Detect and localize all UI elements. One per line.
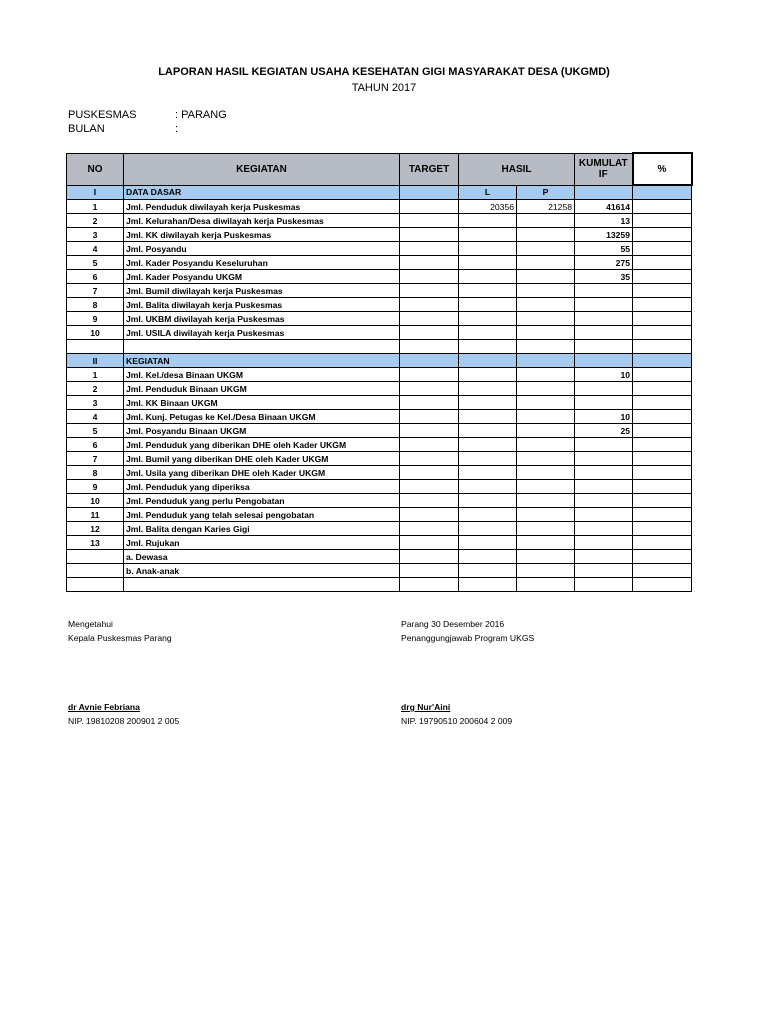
- row-kegiatan: Jml. Posyandu: [124, 242, 400, 256]
- row-hasil-p: [517, 396, 575, 410]
- row-hasil-p: [517, 494, 575, 508]
- row-percent: [633, 410, 692, 424]
- row-percent: [633, 508, 692, 522]
- row-hasil-p: [517, 410, 575, 424]
- row-percent: [633, 214, 692, 228]
- row-kegiatan: Jml. Usila yang diberikan DHE oleh Kader UKGM: [124, 466, 400, 480]
- row-target: [400, 494, 459, 508]
- col-hasil-header: HASIL: [459, 153, 575, 185]
- table-row: [67, 438, 692, 452]
- row-hasil-l: [459, 256, 517, 270]
- row-kegiatan: Jml. Penduduk yang diberikan DHE oleh Kader UKGM: [124, 438, 400, 452]
- row-no: 2: [67, 382, 124, 396]
- row-no: 10: [67, 494, 124, 508]
- section-blank-cell: [517, 354, 575, 368]
- row-hasil-p: [517, 480, 575, 494]
- row-kegiatan: Jml. Balita dengan Karies Gigi: [124, 522, 400, 536]
- row-hasil-l: [459, 284, 517, 298]
- row-target: [400, 438, 459, 452]
- row-hasil-l: 20356: [459, 200, 517, 214]
- row-hasil-l: [459, 494, 517, 508]
- row-kumulatif: 10: [575, 410, 633, 424]
- row-target: [400, 466, 459, 480]
- table-row: [67, 228, 692, 242]
- row-hasil-l: [459, 508, 517, 522]
- row-no: 6: [67, 270, 124, 284]
- row-target: [400, 312, 459, 326]
- row-hasil-p: 21258: [517, 200, 575, 214]
- row-kegiatan: Jml. Posyandu Binaan UKGM: [124, 424, 400, 438]
- sig-right-nip: NIP. 19790510 200604 2 009: [401, 716, 513, 726]
- row-kumulatif: [575, 494, 633, 508]
- section-no: II: [67, 354, 124, 368]
- row-no: 4: [67, 242, 124, 256]
- sig-right-name: drg Nur'Aini: [401, 702, 451, 712]
- puskesmas-label: PUSKESMAS: [68, 109, 137, 121]
- row-hasil-l: [459, 522, 517, 536]
- row-no: 11: [67, 508, 124, 522]
- row-no: 6: [67, 438, 124, 452]
- bulan-label: BULAN: [68, 123, 105, 135]
- sig-right-line1: Parang 30 Desember 2016: [401, 619, 505, 629]
- row-kumulatif: [575, 564, 633, 578]
- row-target: [400, 298, 459, 312]
- row-kumulatif: [575, 508, 633, 522]
- row-no: 3: [67, 396, 124, 410]
- row-kumulatif: [575, 326, 633, 340]
- row-no: 9: [67, 312, 124, 326]
- row-kumulatif: [575, 298, 633, 312]
- table-row: [67, 396, 692, 410]
- section-row-data-dasar: [67, 185, 692, 200]
- row-kumulatif: 55: [575, 242, 633, 256]
- row-target: [400, 410, 459, 424]
- row-percent: [633, 200, 692, 214]
- row-target: [400, 214, 459, 228]
- blank-cell: [124, 340, 400, 354]
- table-row: [67, 466, 692, 480]
- row-target: [400, 550, 459, 564]
- puskesmas-value: : PARANG: [175, 109, 227, 121]
- table-row: [67, 200, 692, 214]
- row-hasil-p: [517, 382, 575, 396]
- row-kumulatif: [575, 550, 633, 564]
- row-hasil-p: [517, 214, 575, 228]
- section-blank-cell: [633, 354, 692, 368]
- row-kumulatif: 275: [575, 256, 633, 270]
- row-kumulatif: 25: [575, 424, 633, 438]
- table-row: [67, 214, 692, 228]
- row-kegiatan: Jml. Penduduk yang telah selesai pengobatan: [124, 508, 400, 522]
- section-blank-cell: [459, 354, 517, 368]
- report-year: TAHUN 2017: [351, 82, 417, 94]
- row-hasil-p: [517, 564, 575, 578]
- sig-left-line1: Mengetahui: [68, 619, 113, 629]
- row-kumulatif: [575, 536, 633, 550]
- section-no: I: [67, 185, 124, 200]
- table-row: [67, 312, 692, 326]
- blank-cell: [124, 578, 400, 592]
- row-percent: [633, 312, 692, 326]
- row-kegiatan: b. Anak-anak: [124, 564, 400, 578]
- row-kegiatan: Jml. Bumil yang diberikan DHE oleh Kader UKGM: [124, 452, 400, 466]
- row-percent: [633, 382, 692, 396]
- row-kegiatan: a. Dewasa: [124, 550, 400, 564]
- table-row: [67, 242, 692, 256]
- sig-right-line2: Penanggungjawab Program UKGS: [401, 633, 535, 643]
- table-row: [67, 536, 692, 550]
- row-hasil-p: [517, 536, 575, 550]
- row-percent: [633, 256, 692, 270]
- row-hasil-l: [459, 242, 517, 256]
- section-row-kegiatan: [67, 354, 692, 368]
- table-row: [67, 550, 692, 564]
- table-row: [67, 270, 692, 284]
- row-no: 1: [67, 200, 124, 214]
- row-hasil-l: [459, 564, 517, 578]
- row-target: [400, 270, 459, 284]
- row-no: 3: [67, 228, 124, 242]
- row-hasil-p: [517, 508, 575, 522]
- row-kegiatan: Jml. USILA diwilayah kerja Puskesmas: [124, 326, 400, 340]
- row-target: [400, 536, 459, 550]
- blank-row: [67, 578, 692, 592]
- table-row: [67, 284, 692, 298]
- row-hasil-p: [517, 270, 575, 284]
- row-no: 9: [67, 480, 124, 494]
- row-hasil-l: [459, 424, 517, 438]
- row-kegiatan: Jml. Penduduk Binaan UKGM: [124, 382, 400, 396]
- row-hasil-l: [459, 270, 517, 284]
- hasil-l-header: L: [459, 185, 517, 200]
- row-hasil-p: [517, 438, 575, 452]
- row-target: [400, 284, 459, 298]
- row-target: [400, 200, 459, 214]
- row-percent: [633, 564, 692, 578]
- blank-cell: [517, 340, 575, 354]
- row-target: [400, 396, 459, 410]
- row-percent: [633, 284, 692, 298]
- puskesmas-line: [68, 109, 227, 121]
- blank-cell: [400, 578, 459, 592]
- row-hasil-p: [517, 424, 575, 438]
- row-no: 5: [67, 424, 124, 438]
- blank-cell: [633, 578, 692, 592]
- row-kumulatif: [575, 312, 633, 326]
- table-row: [67, 424, 692, 438]
- row-hasil-p: [517, 228, 575, 242]
- row-no: 4: [67, 410, 124, 424]
- row-percent: [633, 396, 692, 410]
- table-row: [67, 368, 692, 382]
- row-kegiatan: Jml. Penduduk diwilayah kerja Puskesmas: [124, 200, 400, 214]
- row-hasil-l: [459, 536, 517, 550]
- row-percent: [633, 270, 692, 284]
- row-target: [400, 480, 459, 494]
- row-kegiatan: Jml. Bumil diwilayah kerja Puskesmas: [124, 284, 400, 298]
- section-blank-cell: [575, 354, 633, 368]
- row-kumulatif: [575, 466, 633, 480]
- row-hasil-p: [517, 550, 575, 564]
- row-no: 2: [67, 214, 124, 228]
- row-kegiatan: Jml. Penduduk yang diperiksa: [124, 480, 400, 494]
- row-percent: [633, 438, 692, 452]
- sig-left-nip: NIP. 19810208 200901 2 005: [68, 716, 180, 726]
- row-percent: [633, 424, 692, 438]
- row-no: 1: [67, 368, 124, 382]
- blank-cell: [575, 578, 633, 592]
- row-kegiatan: Jml. KK diwilayah kerja Puskesmas: [124, 228, 400, 242]
- row-kegiatan: Jml. Kader Posyandu Keseluruhan: [124, 256, 400, 270]
- row-hasil-l: [459, 312, 517, 326]
- table-header-row: [67, 153, 692, 185]
- row-hasil-p: [517, 368, 575, 382]
- row-no: 10: [67, 326, 124, 340]
- row-target: [400, 522, 459, 536]
- row-percent: [633, 228, 692, 242]
- row-target: [400, 242, 459, 256]
- row-hasil-l: [459, 228, 517, 242]
- col-target-header: TARGET: [400, 153, 459, 185]
- row-hasil-p: [517, 256, 575, 270]
- row-target: [400, 508, 459, 522]
- table-row: [67, 326, 692, 340]
- row-hasil-l: [459, 326, 517, 340]
- row-hasil-l: [459, 368, 517, 382]
- table-row: [67, 564, 692, 578]
- row-percent: [633, 522, 692, 536]
- row-kumulatif: 13259: [575, 228, 633, 242]
- section-blank-cell: [400, 354, 459, 368]
- bulan-line: [68, 123, 178, 135]
- row-kegiatan: Jml. Kel./desa Binaan UKGM: [124, 368, 400, 382]
- row-target: [400, 368, 459, 382]
- row-no: 5: [67, 256, 124, 270]
- row-no: 13: [67, 536, 124, 550]
- section-label: KEGIATAN: [124, 354, 400, 368]
- row-hasil-l: [459, 214, 517, 228]
- row-kegiatan: Jml. Kelurahan/Desa diwilayah kerja Puskesmas: [124, 214, 400, 228]
- row-kegiatan: Jml. Kader Posyandu UKGM: [124, 270, 400, 284]
- row-hasil-p: [517, 242, 575, 256]
- blank-cell: [633, 340, 692, 354]
- row-hasil-l: [459, 480, 517, 494]
- row-target: [400, 564, 459, 578]
- row-percent: [633, 368, 692, 382]
- row-no: 8: [67, 466, 124, 480]
- row-kumulatif: 35: [575, 270, 633, 284]
- row-kumulatif: [575, 522, 633, 536]
- table-row: [67, 508, 692, 522]
- table-row: [67, 410, 692, 424]
- row-hasil-p: [517, 284, 575, 298]
- blank-cell: [459, 578, 517, 592]
- row-kumulatif: 10: [575, 368, 633, 382]
- row-hasil-p: [517, 466, 575, 480]
- row-kumulatif: [575, 452, 633, 466]
- col-kegiatan-header: KEGIATAN: [124, 153, 400, 185]
- table-row: [67, 522, 692, 536]
- row-percent: [633, 466, 692, 480]
- row-hasil-l: [459, 550, 517, 564]
- row-hasil-l: [459, 438, 517, 452]
- row-hasil-l: [459, 466, 517, 480]
- row-hasil-l: [459, 298, 517, 312]
- bulan-value: :: [175, 123, 179, 135]
- table-row: [67, 382, 692, 396]
- row-kegiatan: Jml. Kunj. Petugas ke Kel./Desa Binaan UKGM: [124, 410, 400, 424]
- row-target: [400, 382, 459, 396]
- row-hasil-p: [517, 326, 575, 340]
- row-percent: [633, 452, 692, 466]
- row-percent: [633, 298, 692, 312]
- row-kumulatif: 13: [575, 214, 633, 228]
- row-no: 8: [67, 298, 124, 312]
- row-kumulatif: [575, 438, 633, 452]
- row-kegiatan: Jml. Penduduk yang perlu Pengobatan: [124, 494, 400, 508]
- row-kegiatan: Jml. Balita diwilayah kerja Puskesmas: [124, 298, 400, 312]
- table-row: [67, 480, 692, 494]
- row-hasil-l: [459, 410, 517, 424]
- row-kegiatan: Jml. KK Binaan UKGM: [124, 396, 400, 410]
- row-kumulatif: [575, 382, 633, 396]
- row-hasil-l: [459, 382, 517, 396]
- table-row: [67, 452, 692, 466]
- row-target: [400, 228, 459, 242]
- blank-cell: [67, 578, 124, 592]
- blank-row: [67, 340, 692, 354]
- row-target: [400, 424, 459, 438]
- report-table: [66, 152, 693, 592]
- row-percent: [633, 326, 692, 340]
- row-hasil-p: [517, 312, 575, 326]
- row-hasil-l: [459, 396, 517, 410]
- row-hasil-p: [517, 452, 575, 466]
- row-kegiatan: Jml. UKBM diwilayah kerja Puskesmas: [124, 312, 400, 326]
- row-no: [67, 564, 124, 578]
- sig-left-name: dr Avnie Febriana: [68, 702, 140, 712]
- row-hasil-p: [517, 522, 575, 536]
- blank-cell: [400, 340, 459, 354]
- col-percent-header: %: [633, 153, 692, 185]
- row-percent: [633, 480, 692, 494]
- col-no-header: NO: [67, 153, 124, 185]
- table-row: [67, 256, 692, 270]
- row-target: [400, 326, 459, 340]
- blank-cell: [575, 340, 633, 354]
- blank-cell: [459, 340, 517, 354]
- row-hasil-l: [459, 452, 517, 466]
- row-percent: [633, 494, 692, 508]
- blank-cell: [67, 340, 124, 354]
- section-label: DATA DASAR: [124, 185, 400, 200]
- row-no: [67, 550, 124, 564]
- table-row: [67, 298, 692, 312]
- row-no: 7: [67, 452, 124, 466]
- row-kegiatan: Jml. Rujukan: [124, 536, 400, 550]
- row-no: 7: [67, 284, 124, 298]
- row-percent: [633, 550, 692, 564]
- report-title: LAPORAN HASIL KEGIATAN USAHA KESEHATAN GIGI MASYARAKAT DESA (UKGMD): [158, 66, 610, 78]
- blank-cell: [517, 578, 575, 592]
- row-kumulatif: [575, 480, 633, 494]
- row-kumulatif: [575, 284, 633, 298]
- row-target: [400, 256, 459, 270]
- row-no: 12: [67, 522, 124, 536]
- row-kumulatif: 41614: [575, 200, 633, 214]
- sig-left-line2: Kepala Puskesmas Parang: [68, 633, 172, 643]
- col-kumulatif-header: KUMULAT IF: [575, 153, 633, 185]
- table-row: [67, 494, 692, 508]
- row-percent: [633, 536, 692, 550]
- row-hasil-p: [517, 298, 575, 312]
- row-kumulatif: [575, 396, 633, 410]
- row-target: [400, 452, 459, 466]
- row-percent: [633, 242, 692, 256]
- hasil-p-header: P: [517, 185, 575, 200]
